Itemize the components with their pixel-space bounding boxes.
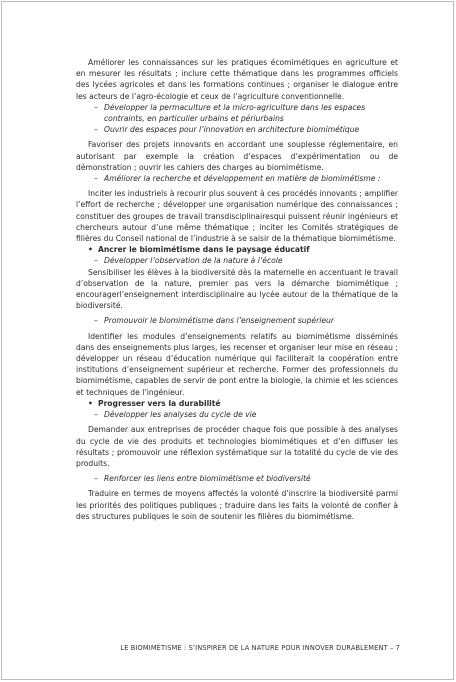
sub-item-text: Ouvrir des espaces pour l’innovation en architecture biomimétique xyxy=(104,125,360,135)
sub-item-permaculture xyxy=(76,102,398,124)
bullet-sustainability xyxy=(76,398,398,409)
sub-item-text: Développer les analyses du cycle de vie xyxy=(104,410,257,420)
bullet-heading: Progresser vers la durabilité xyxy=(98,398,221,408)
paragraph-agriculture: Améliorer les connaissances sur les pratiques écomimétiques en agriculture et en mesurer les résultats ; inclure cette thématique dans les programmes officiels des lycées agricoles et dans les formations continues ; organiser le dialogue entre les acteurs de l’agro-écologie et ceux de l’agriculture conventionnelle. xyxy=(76,58,398,101)
bullet-marker: • xyxy=(88,398,93,408)
paragraph-companies: Demander aux entreprises de procéder chaque fois que possible à des analyses du cycle de vie des produits et technologies biomimétiques et d’en diffuser les résultats ; promouvoir une réflexion systématique sur la totalité du cycle de vie des produits. xyxy=(76,425,398,468)
dash-marker: – xyxy=(94,410,98,420)
bullet-education xyxy=(76,244,398,255)
sub-item-school xyxy=(76,255,398,266)
dash-marker: – xyxy=(94,256,98,266)
bullet-heading: Ancrer le biomimétisme dans le paysage éducatif xyxy=(98,245,310,255)
sub-item-lifecycle xyxy=(76,409,398,420)
dash-marker: – xyxy=(94,174,98,184)
sub-item-higher-education xyxy=(76,315,398,326)
bullet-marker: • xyxy=(88,245,93,255)
sub-item-text: Promouvoir le biomimétisme dans l’enseignement supérieur xyxy=(104,316,334,326)
dash-marker: – xyxy=(94,474,98,484)
sub-item-text: Renforcer les liens entre biomimétisme et biodiversité xyxy=(104,474,311,484)
dash-marker: – xyxy=(94,102,98,112)
paragraph-modules: Identifier les modules d’enseignements relatifs au biomimétisme disséminés dans des enseignements plus larges, les recenser et organiser leur mise en réseau ; développer un réseau d’éducation numérique qui faciliterait la coopération entre institutions d’enseignement supérieur et recherche. Former des professionnels du biomimétisme, capables de servir de pont entre la biologie, la chimie et les sciences et techniques de l’ingénieur. xyxy=(76,331,398,397)
sub-item-text: Développer l’observation de la nature à l’école xyxy=(104,256,283,266)
paragraph-policy: Traduire en termes de moyens affectés la volonté d’inscrire la biodiversité parmi les priorités des politiques publiques ; traduire dans les faits la volonté de confier à des structures publiques le soin de soutenir les filières du biomimétisme. xyxy=(76,489,398,521)
sub-item-text: Développer la permaculture et la micro-agriculture dans les espaces contraints, en particulier urbains et périurbains xyxy=(104,102,366,124)
sub-item-research xyxy=(76,173,398,184)
paragraph-students: Sensibiliser les élèves à la biodiversité dès la maternelle en accentuant le travail d’observation de la nature, premier pas vers la démarche biomimétique ; encouragerl’enseignement interdisciplinaire au lycée autour de la thématique de la biodiversité. xyxy=(76,267,398,311)
paragraph-projects: Favoriser des projets innovants en accordant une souplesse réglementaire, en autorisant par exemple la création d’espaces d’expérimentation ou de démonstration ; ouvrir les cahiers des charges au biomimétisme. xyxy=(76,140,398,172)
dash-marker: – xyxy=(94,316,98,326)
paragraph-industry: Inciter les industriels à recourir plus souvent à ces procédés innovants ; amplifier l’effort de recherche ; développer une organisation numérique des connaissances ; constituer des groupes de travail transdisciplinairesqui puissent réunir ingénieurs et chercheurs autour d’une même thématique ; inciter les Comités stratégiques de filières du Conseil national de l’industrie à se saisir de la thématique biomimétisme. xyxy=(76,189,398,244)
sub-item-text: Améliorer la recherche et développement en matière de biomimétisme : xyxy=(104,174,381,184)
sub-item-biodiversity xyxy=(76,473,398,484)
running-footer: LE BIOMIMÉTISME : S’INSPIRER DE LA NATURE POUR INNOVER DURABLEMENT – 7 xyxy=(120,644,400,652)
dash-marker: – xyxy=(94,125,98,135)
page-body xyxy=(76,57,398,522)
sub-item-architecture xyxy=(76,124,398,135)
